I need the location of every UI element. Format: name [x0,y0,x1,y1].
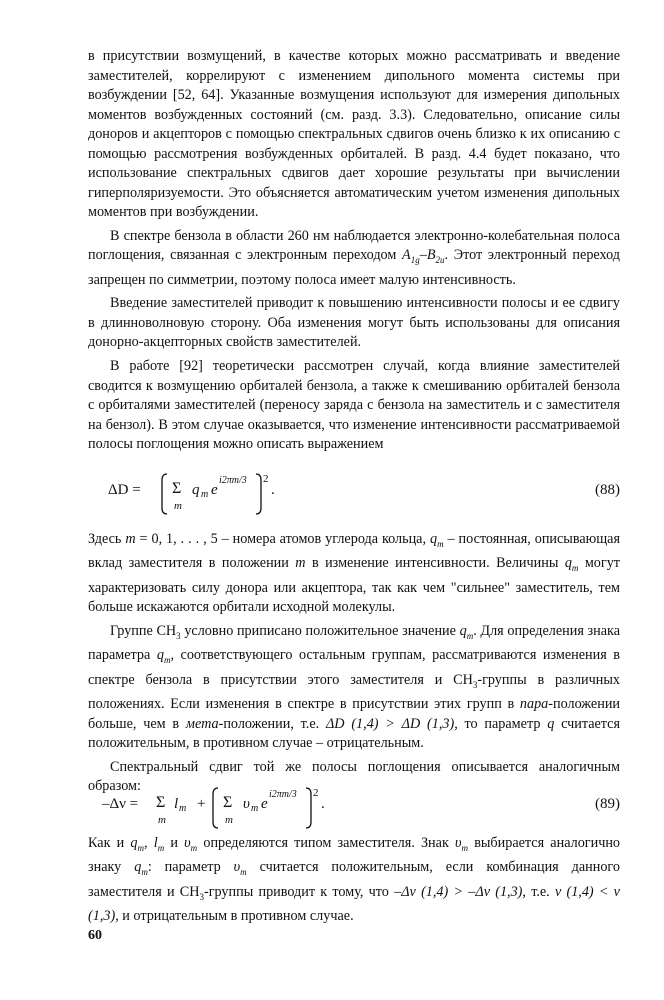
formula-89-exp: i2πm/3 [269,789,297,800]
paragraph-5: Здесь m = 0, 1, . . . , 5 – номера атомов углерода кольца, $q_m$ – постоянная, описывающая вклад заместителя в положении m в изменение интенсивности. Величины $q_m$ могут характеризовать силу донора или акцептора, так как чем "сильнее" заместитель, тем больше искажаются орбитали исходной молекулы. [88,531,621,616]
paragraph-1: в присутствии возмущений, в качестве которых можно рассматривать и введение заместителей, коррелируют с изменением дипольного момента системы при возбуждении [52, 64]. Указанные возмущения используют для измерения дипольных моментов возбужденных состояний (см. разд. 3.3). Следовательно, описание силы доноров и акцепторов с помощью спектральных сдвигов очень близко к их описанию с помощью рассмотрения возбужденных орбиталей. В разд. 4.4 будет показано, что использование спектральных сдвигов дает хорошие результаты при вычислении гиперполяризуемости. Это объясняется автоматическим учетом изменения дипольных моментов при возбуждении. [88,48,620,221]
formula-89-l-sub: m [179,803,187,814]
formula-89-sum1-index: m [158,814,166,826]
left-bracket-icon [161,472,169,516]
formula-88-sum-index: m [174,500,182,512]
formula-89 [88,782,620,842]
formula-89-l: l [174,796,179,812]
formula-88-tail: . [271,482,275,498]
formula-89-e: e [261,796,268,812]
formula-89-v: υ [243,796,250,812]
formula-88-e: e [211,482,218,498]
equation-number-89: (89) [595,796,620,812]
page-number: 60 [88,928,102,943]
formula-89-sum2-index: m [225,814,233,826]
left-bracket-icon [212,786,220,830]
formula-88-q: q [192,482,200,498]
equation-number-88: (88) [595,482,620,498]
text-block-top [88,47,620,455]
paragraph-2: В спектре бензола в области 260 нм наблюдается электронно-колебательная полоса поглощения, связанная с электронным переходом $A_{1g}-B_{2u}$. Этот электронный переход запрещен по симметрии, поэтому полоса имеет малую интенсивность. [88,227,620,288]
formula-89-tail: . [321,796,325,812]
formula-88-sum: Σ [172,480,182,497]
paragraph-7: Спектральный сдвиг той же полосы поглощения описывается аналогичным образом: [88,758,620,795]
formula-89-power: 2 [313,787,319,799]
paragraph-4: В работе [92] теоретически рассмотрен случай, когда влияние заместителей сводится к возмущению орбиталей бензола, а также к смешиванию орбиталей бензола с орбиталями заместителей (переносу заряда с бензола на заместитель и с заместителя на бензол). В этом случае оказывается, что изменение интенсивности рассматриваемой полосы поглощения можно описать выражением [88,358,620,453]
formula-88-lhs: ΔD = [108,482,141,498]
paragraph-3: Введение заместителей приводит к повышению интенсивности полосы и ее сдвигу в длинноволновую сторону. Оба изменения могут быть использованы для описания донорно-акцепторных свойств заместителей. [88,295,620,351]
text-block-middle [88,530,620,797]
formula-88 [88,468,620,528]
formula-88-exp: i2πm/3 [219,475,247,486]
text-block-bottom [88,834,620,927]
right-bracket-icon [304,786,312,830]
formula-88-power: 2 [263,473,269,485]
right-bracket-icon [254,472,262,516]
formula-88-q-sub: m [201,489,209,500]
paragraph-6: Группе $CH_3$ условно приписано положительное значение $q_m$. Для определения знака параметра $q_m$, соответствующего остальным группам, рассматриваются изменения в спектре бензола в присутствии этого заместителя и $CH_3$-группы в различных положениях. Если изменения в спектре в присутствии этих групп в пара-положении больше, чем в мета-положении, т.е. ΔD (1,4) > ΔD (1,3), то параметр q считается положительным, в противном случае – отрицательным. [88,622,621,752]
formula-89-plus: + [197,796,206,812]
formula-89-v-sub: m [251,803,259,814]
formula-89-sum1: Σ [156,794,166,811]
formula-89-lhs: –Δν = [102,796,139,812]
paragraph-8: Как и $q_m$, $l_m$ и $\upsilon_m$ определяются типом заместителя. Знак $\upsilon_m$ выбирается аналогично знаку $q_m$: параметр $\upsilon_m$ считается положительным, если комбинация данного заместителя и $CH_3$-группы приводит к тому, что –Δν (1,4) > –Δν (1,3), т.е. ν (1,4) < ν (1,3), и отрицательным в противном случае. [88,835,621,925]
formula-89-sum2: Σ [223,794,233,811]
